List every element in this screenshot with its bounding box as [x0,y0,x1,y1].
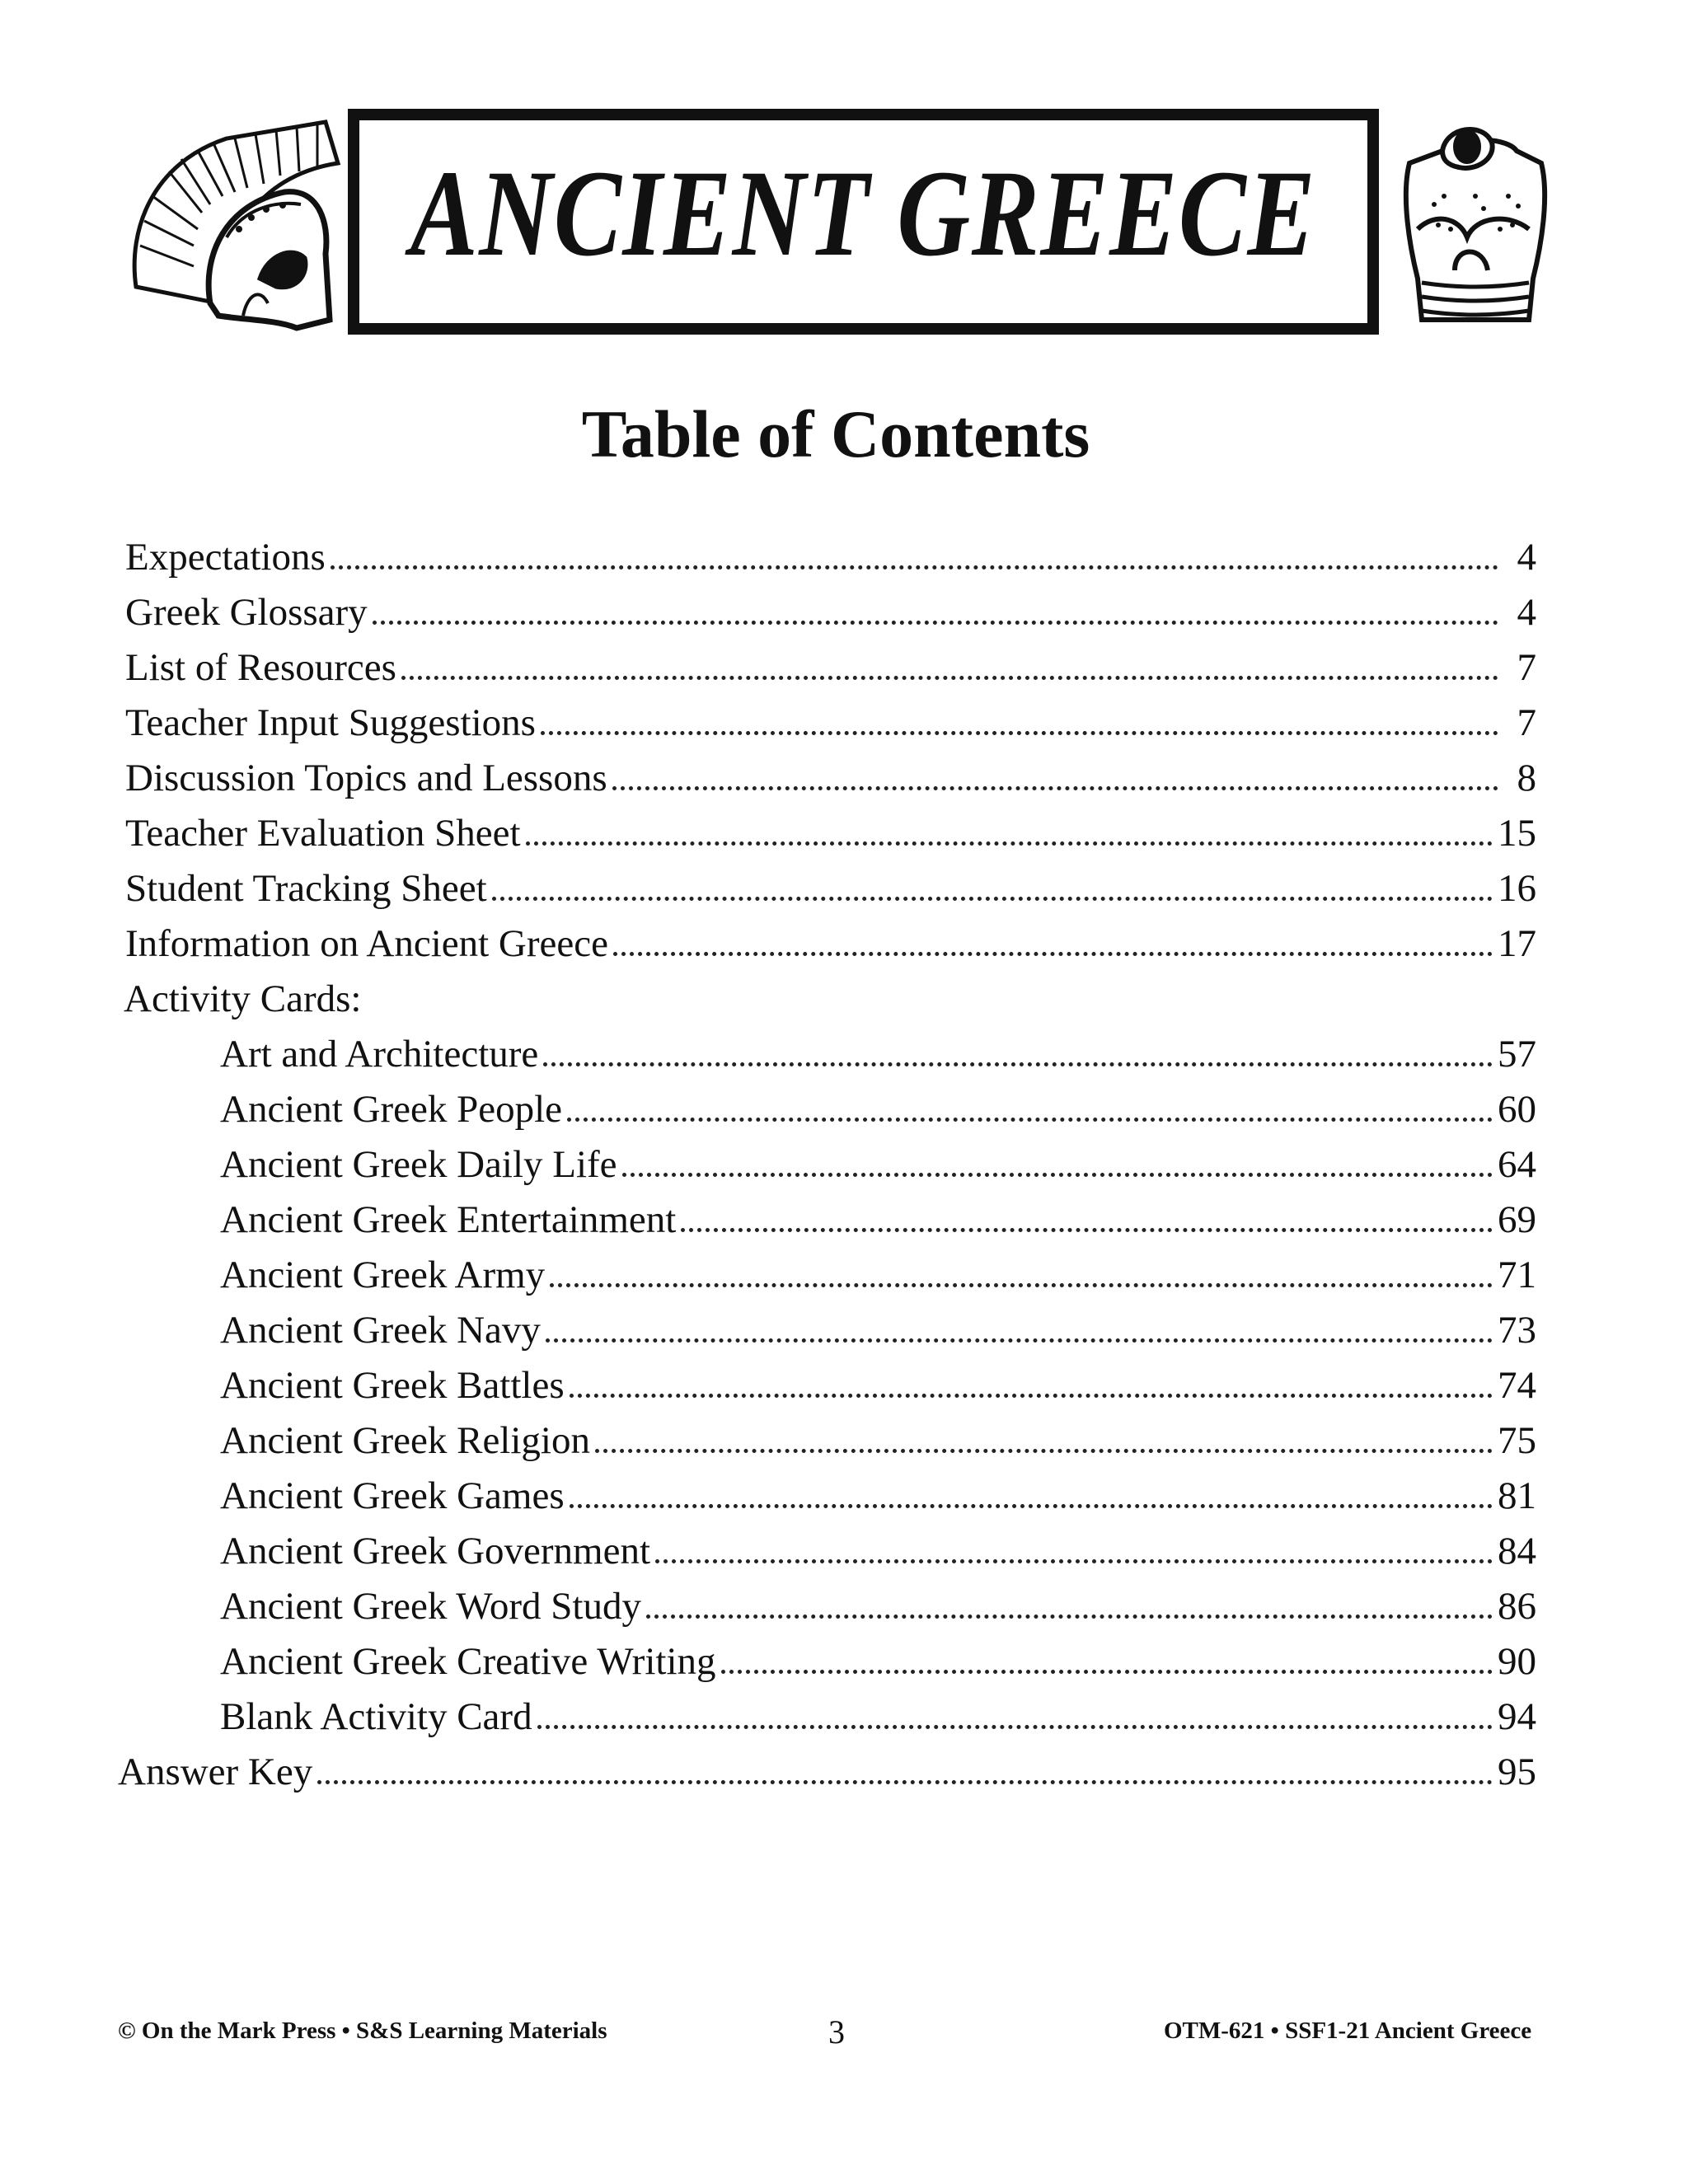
dot-leader [537,1725,1493,1729]
toc-entry-teacher-evaluation-sheet[interactable] [125,808,1536,858]
toc-entry-ancient-greek-army[interactable] [220,1250,1536,1300]
toc-entry-page: 8 [1517,757,1536,799]
title-banner [348,109,1379,335]
toc-entry-ancient-greek-entertainment[interactable] [220,1195,1536,1244]
toc-entry-label: Teacher Input Suggestions [125,701,536,744]
dot-leader [401,676,1498,680]
dot-leader [595,1449,1493,1453]
dot-leader [613,952,1493,956]
dot-leader [567,1118,1493,1122]
toc-entry-label: Ancient Greek Battles [220,1364,565,1407]
toc-entry-page: 90 [1498,1640,1536,1683]
toc-entry-ancient-greek-navy[interactable] [220,1305,1536,1355]
toc-entry-page: 4 [1517,536,1536,579]
toc-entry-ancient-greek-games[interactable] [220,1471,1536,1521]
toc-entry-label: Teacher Evaluation Sheet [125,812,521,855]
dot-leader [646,1615,1493,1619]
toc-entry-page: 69 [1498,1198,1536,1241]
toc-entry-ancient-greek-religion[interactable] [220,1416,1536,1465]
banner-title: ANCIENT GREECE [410,145,1317,282]
greek-helmet-icon [120,114,350,332]
dot-leader [612,786,1498,790]
dot-leader [317,1780,1493,1784]
toc-entry-page: 16 [1498,867,1536,910]
toc-entry-page: 81 [1498,1474,1536,1517]
toc-entry-ancient-greek-daily-life[interactable] [220,1140,1536,1189]
toc-entry-page: 7 [1517,701,1536,744]
toc-entry-label: Ancient Greek Religion [220,1419,590,1462]
toc-entry-ancient-greek-word-study[interactable] [220,1582,1536,1631]
footer-product-code: OTM-621 • SSF1-21 Ancient Greece [1164,2018,1532,2044]
dot-leader [546,1338,1493,1343]
dot-leader [541,731,1498,735]
toc-entry-label: Discussion Topics and Lessons [125,757,607,799]
activity-cards-heading: Activity Cards: [124,977,362,1020]
toc-entry-student-tracking-sheet[interactable] [125,864,1536,913]
toc-entry-label: Ancient Greek People [220,1088,563,1131]
toc-entry-page: 64 [1498,1143,1536,1186]
toc-entry-page: 71 [1498,1254,1536,1296]
dot-leader [331,565,1498,569]
dot-leader [550,1283,1493,1287]
toc-entry-ancient-greek-creative-writing[interactable] [220,1637,1536,1686]
toc-entry-blank-activity-card[interactable] [220,1692,1536,1741]
toc-entry-page: 84 [1498,1530,1536,1572]
toc-entry-expectations[interactable] [125,532,1536,582]
toc-entry-page: 74 [1498,1364,1536,1407]
toc-entry-label: Expectations [125,536,326,579]
toc-entry-label: Ancient Greek Army [220,1254,546,1296]
page-title: Table of Contents [581,396,1090,471]
toc-entry-teacher-input-suggestions[interactable] [125,698,1536,748]
toc-entry-label: Ancient Greek Daily Life [220,1143,617,1186]
toc-entry-page: 94 [1498,1695,1536,1738]
dot-leader [681,1228,1493,1232]
toc-entry-ancient-greek-people[interactable] [220,1085,1536,1134]
dot-leader [622,1173,1493,1177]
toc-entry-art-and-architecture[interactable] [220,1029,1536,1079]
toc-entry-label: Information on Ancient Greece [125,922,608,965]
dot-leader [373,621,1498,625]
dot-leader [570,1394,1493,1398]
dot-leader [721,1670,1493,1674]
page-footer [0,2013,1688,2059]
toc-entry-answer-key[interactable] [118,1747,1536,1797]
toc-entry-label: Ancient Greek Games [220,1474,565,1517]
toc-entry-page: 57 [1498,1033,1536,1076]
dot-leader [570,1504,1493,1508]
toc-entry-information-on-ancient-greece[interactable] [125,919,1536,968]
toc-entry-label: Student Tracking Sheet [125,867,487,910]
greek-armor-icon [1385,114,1562,332]
toc-entry-page: 86 [1498,1585,1536,1628]
toc-entry-page: 60 [1498,1088,1536,1131]
toc-entry-ancient-greek-government[interactable] [220,1526,1536,1576]
toc-entry-label: Ancient Greek Word Study [220,1585,641,1628]
toc-entry-page: 7 [1517,646,1536,689]
dot-leader [526,841,1493,846]
toc-entry-label: Ancient Greek Creative Writing [220,1640,716,1683]
footer-page-number: 3 [828,2013,845,2050]
footer-publisher: © On the Mark Press • S&S Learning Materials [118,2018,607,2044]
toc-entry-ancient-greek-battles[interactable] [220,1361,1536,1410]
dot-leader [543,1062,1493,1066]
toc-entry-page: 15 [1498,812,1536,855]
toc-entry-label: Ancient Greek Government [220,1530,651,1572]
toc-entry-label: Art and Architecture [220,1033,539,1076]
toc-entry-label: Answer Key [118,1750,313,1793]
toc-entry-label: Ancient Greek Navy [220,1309,541,1352]
toc-entry-discussion-topics[interactable] [125,753,1536,803]
dot-leader [492,897,1493,901]
toc-entry-label: Greek Glossary [125,591,368,634]
toc-entry-greek-glossary[interactable] [125,588,1536,637]
toc-entry-page: 75 [1498,1419,1536,1462]
toc-entry-list-of-resources[interactable] [125,643,1536,692]
toc-entry-label: List of Resources [125,646,396,689]
toc-entry-page: 95 [1498,1750,1536,1793]
toc-entry-label: Ancient Greek Entertainment [220,1198,677,1241]
toc-entry-page: 4 [1517,591,1536,634]
toc-entry-label: Blank Activity Card [220,1695,532,1738]
dot-leader [655,1559,1493,1563]
toc-entry-page: 73 [1498,1309,1536,1352]
toc-entry-page: 17 [1498,922,1536,965]
